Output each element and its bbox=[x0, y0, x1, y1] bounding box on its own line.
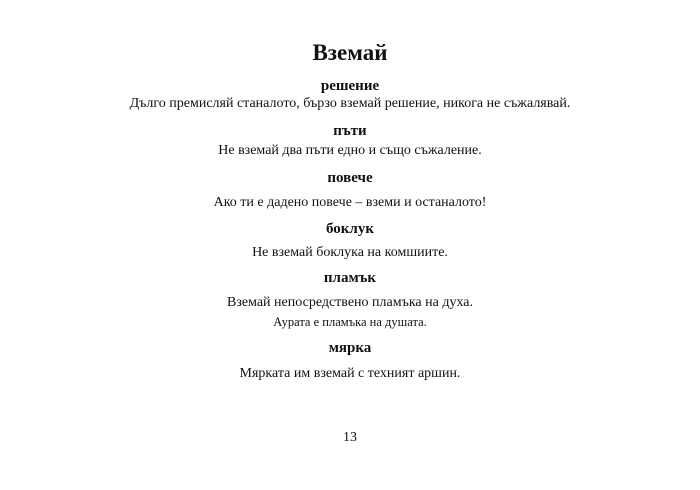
entry-heading-flame: пламък bbox=[323, 270, 377, 286]
page-number: 13 bbox=[343, 430, 357, 445]
entry-heading-times: пъти bbox=[333, 123, 367, 139]
entry-heading-garbage: боклук bbox=[325, 221, 374, 237]
entry-text-flame-aura: Аурата е пламъка на душата. bbox=[273, 315, 427, 329]
entry-text-measure: Мярката им вземай с техният аршин. bbox=[239, 366, 461, 381]
page-title: Вземай bbox=[312, 40, 388, 65]
entry-text-more: Ако ти е дадено повече – вземи и останалото! bbox=[213, 195, 487, 210]
entry-heading-measure: мярка bbox=[328, 340, 372, 356]
entry-heading-decision: решение bbox=[320, 78, 380, 94]
entry-text-times: Не вземай два пъти едно и също съжаление. bbox=[218, 143, 482, 158]
entry-text-garbage: Не вземай боклука на комшиите. bbox=[252, 245, 448, 260]
entry-heading-more: повече bbox=[327, 170, 373, 186]
entry-text-flame: Вземай непосредствено пламъка на духа. bbox=[227, 295, 473, 310]
entry-text-decision: Дълго премисляй станалото, бързо вземай решение, никога не съжалявай. bbox=[129, 96, 571, 111]
